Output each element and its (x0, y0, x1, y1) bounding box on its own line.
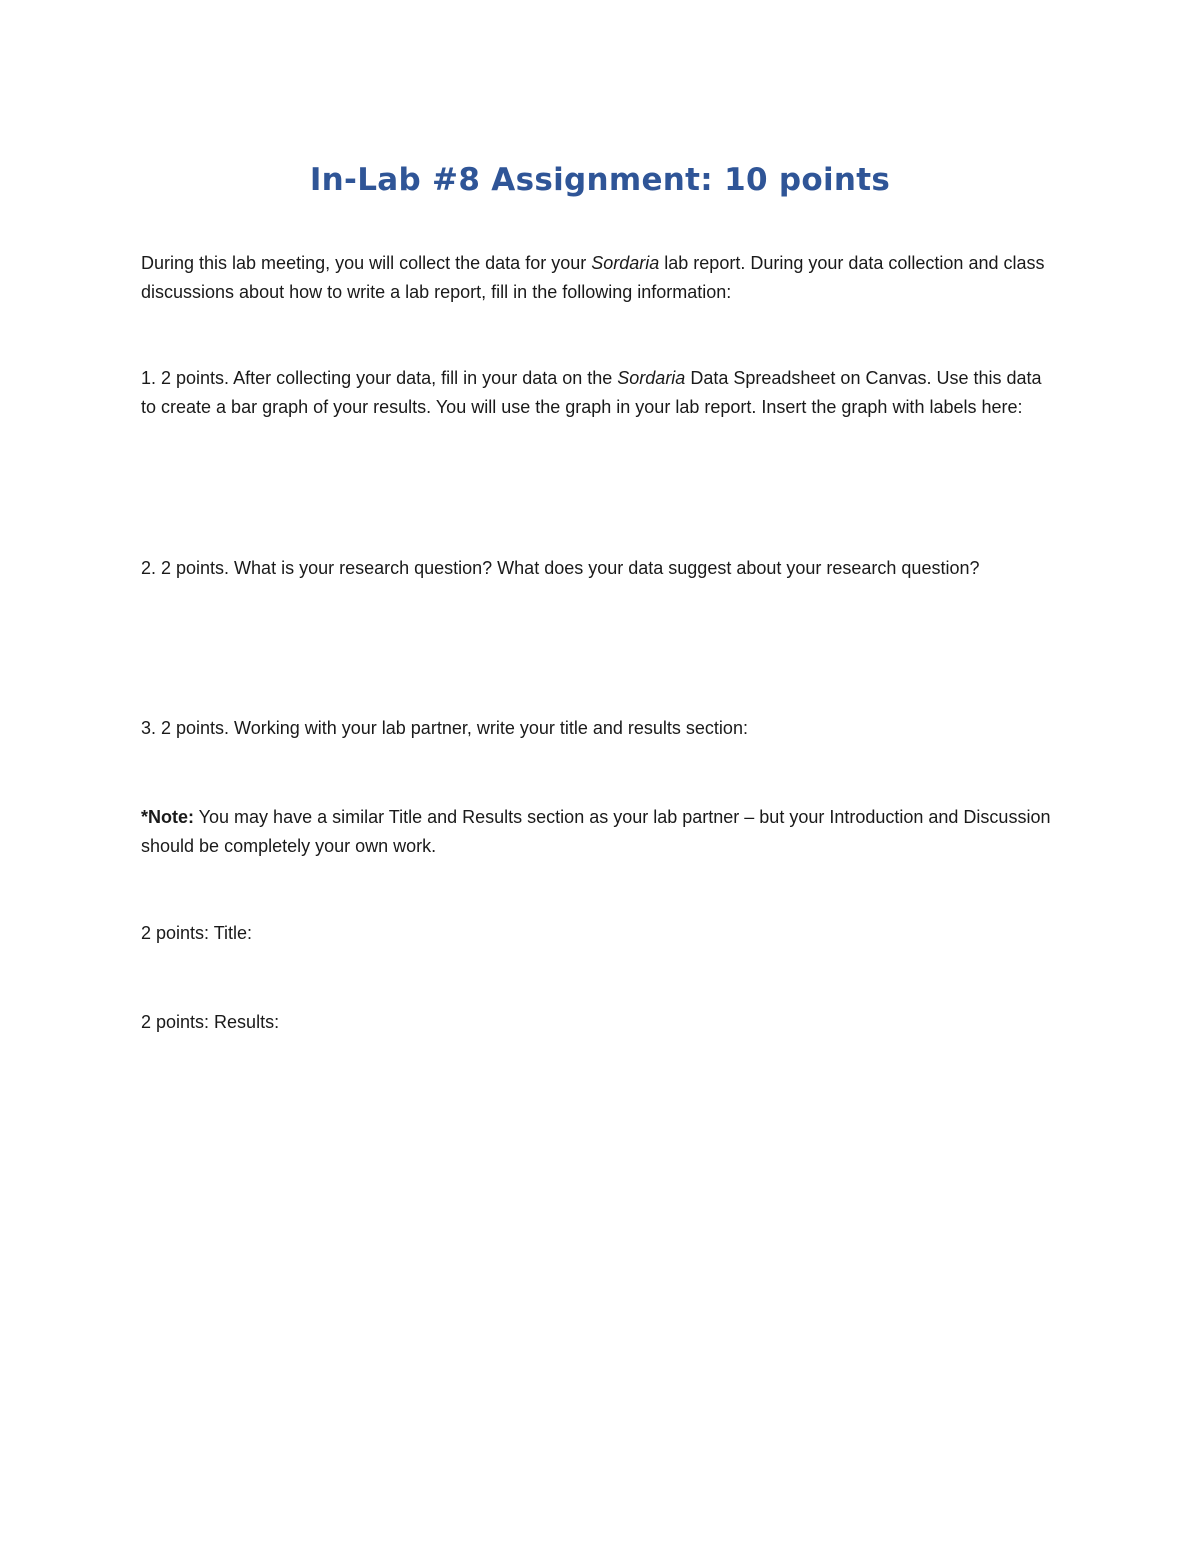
question-2: 2. 2 points. What is your research question? What does your data suggest about your research question? (141, 558, 980, 578)
question-3: 3. 2 points. Working with your lab partner, write your title and results section: (141, 718, 748, 738)
question-1 (141, 364, 1061, 422)
intro-text-2: lab report. During your data collection and class discussions about how to write a lab report, fill in the following information: (141, 253, 1045, 302)
note-paragraph (141, 803, 1061, 861)
q1-text-1: 1. 2 points. After collecting your data, fill in your data on the (141, 368, 618, 388)
title-item: 2 points: Title: (141, 923, 253, 943)
intro-text-1: During this lab meeting, you will collect the data for your (141, 253, 592, 273)
intro-paragraph (141, 249, 1061, 307)
intro-italic-sordaria: Sordaria (591, 253, 660, 273)
q1-text-2: Data Spreadsheet on Canvas. Use this data to create a bar graph of your results. You will use the graph in your lab report. Insert the graph with labels here: (141, 368, 1042, 417)
note-label: *Note: (141, 807, 194, 827)
page-title: In-Lab #8 Assignment: 10 points (309, 162, 891, 198)
q1-italic-sordaria: Sordaria (617, 368, 686, 388)
results-item: 2 points: Results: (141, 1012, 280, 1032)
note-text: You may have a similar Title and Results section as your lab partner – but your Introduction and Discussion should be completely your own work. (141, 807, 1051, 856)
